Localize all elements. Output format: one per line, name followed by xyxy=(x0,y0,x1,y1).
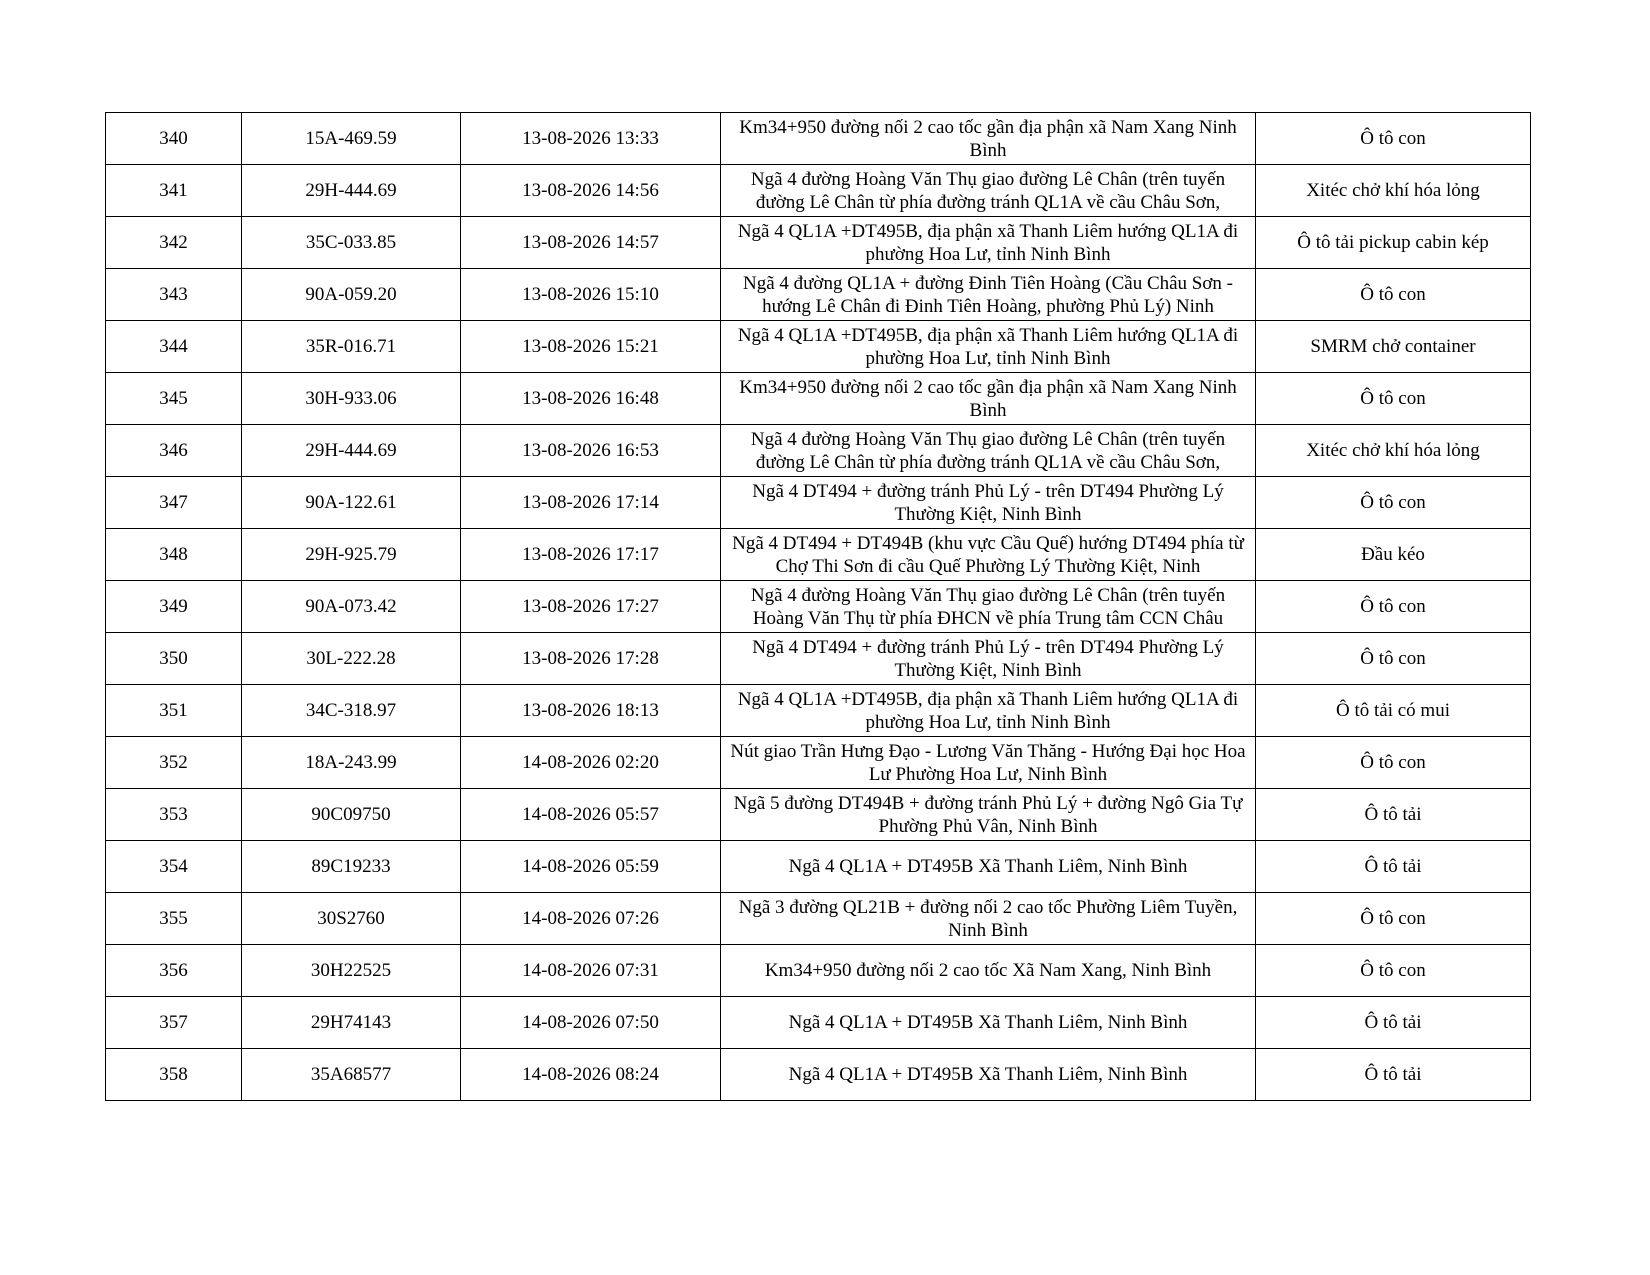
vehicle-type: Ô tô con xyxy=(1256,373,1531,425)
location-cell xyxy=(721,477,1256,529)
row-number: 345 xyxy=(106,373,242,425)
violation-time: 14-08-2026 08:24 xyxy=(461,1049,721,1101)
license-plate: 30S2760 xyxy=(242,893,461,945)
row-number: 347 xyxy=(106,477,242,529)
location-cell xyxy=(721,685,1256,737)
violation-time: 13-08-2026 17:28 xyxy=(461,633,721,685)
license-plate: 29H-925.79 xyxy=(242,529,461,581)
row-number: 358 xyxy=(106,1049,242,1101)
row-number: 357 xyxy=(106,997,242,1049)
violation-location: Ngã 4 đường Hoàng Văn Thụ giao đường Lê Chân (trên tuyến đường Lê Chân từ phía đường tránh QL1A về cầu Châu Sơn, xyxy=(750,168,1226,213)
violation-location: Nút giao Trần Hưng Đạo - Lương Văn Thăng - Hướng Đại học Hoa Lư Phường Hoa Lư, Ninh Bình xyxy=(730,740,1246,785)
violation-location: Ngã 4 đường Hoàng Văn Thụ giao đường Lê Chân (trên tuyến đường Lê Chân từ phía đường tránh QL1A về cầu Châu Sơn, xyxy=(750,428,1226,473)
violation-time: 13-08-2026 18:13 xyxy=(461,685,721,737)
violation-location: Ngã 4 DT494 + đường tránh Phủ Lý - trên DT494 Phường Lý Thường Kiệt, Ninh Bình xyxy=(752,480,1224,525)
violation-location: Ngã 4 đường Hoàng Văn Thụ giao đường Lê Chân (trên tuyến Hoàng Văn Thụ từ phía ĐHCN về phía Trung tâm CCN Châu xyxy=(750,584,1226,629)
table-row xyxy=(106,633,1531,685)
vehicle-type: Ô tô tải xyxy=(1256,997,1531,1049)
violation-time: 13-08-2026 14:56 xyxy=(461,165,721,217)
table-row xyxy=(106,373,1531,425)
violation-location: Ngã 4 DT494 + DT494B (khu vực Cầu Quế) hướng DT494 phía từ Chợ Thi Sơn đi cầu Quế Phường Lý Thường Kiệt, Ninh xyxy=(732,532,1244,577)
license-plate: 35C-033.85 xyxy=(242,217,461,269)
vehicle-type: Ô tô con xyxy=(1256,945,1531,997)
violation-time: 14-08-2026 07:31 xyxy=(461,945,721,997)
vehicle-type: Ô tô con xyxy=(1256,737,1531,789)
vehicle-type: Ô tô con xyxy=(1256,581,1531,633)
license-plate: 29H-444.69 xyxy=(242,165,461,217)
row-number: 353 xyxy=(106,789,242,841)
vehicle-type: Ô tô tải pickup cabin kép xyxy=(1256,217,1531,269)
license-plate: 30L-222.28 xyxy=(242,633,461,685)
table-row xyxy=(106,425,1531,477)
row-number: 355 xyxy=(106,893,242,945)
vehicle-type: Ô tô tải xyxy=(1256,841,1531,893)
license-plate: 35A68577 xyxy=(242,1049,461,1101)
location-cell xyxy=(721,997,1256,1049)
location-cell xyxy=(721,841,1256,893)
violation-time: 14-08-2026 05:59 xyxy=(461,841,721,893)
vehicle-type: Ô tô con xyxy=(1256,113,1531,165)
location-cell xyxy=(721,373,1256,425)
violation-time: 14-08-2026 05:57 xyxy=(461,789,721,841)
violation-location: Km34+950 đường nối 2 cao tốc gần địa phận xã Nam Xang Ninh Bình xyxy=(739,376,1237,421)
license-plate: 29H-444.69 xyxy=(242,425,461,477)
table-row xyxy=(106,269,1531,321)
violation-time: 13-08-2026 15:21 xyxy=(461,321,721,373)
table-row xyxy=(106,997,1531,1049)
license-plate: 35R-016.71 xyxy=(242,321,461,373)
row-number: 346 xyxy=(106,425,242,477)
violation-time: 13-08-2026 17:17 xyxy=(461,529,721,581)
location-cell xyxy=(721,893,1256,945)
vehicle-type: Xitéc chở khí hóa lỏng xyxy=(1256,165,1531,217)
license-plate: 90A-073.42 xyxy=(242,581,461,633)
location-cell xyxy=(721,789,1256,841)
table-row xyxy=(106,581,1531,633)
license-plate: 34C-318.97 xyxy=(242,685,461,737)
license-plate: 90A-059.20 xyxy=(242,269,461,321)
license-plate: 30H-933.06 xyxy=(242,373,461,425)
table-row xyxy=(106,789,1531,841)
row-number: 356 xyxy=(106,945,242,997)
location-cell xyxy=(721,581,1256,633)
table-row xyxy=(106,217,1531,269)
vehicle-type: Ô tô con xyxy=(1256,893,1531,945)
table-row xyxy=(106,1049,1531,1101)
violation-table xyxy=(105,112,1531,1101)
violation-time: 13-08-2026 13:33 xyxy=(461,113,721,165)
row-number: 340 xyxy=(106,113,242,165)
violation-time: 13-08-2026 16:53 xyxy=(461,425,721,477)
location-cell xyxy=(721,633,1256,685)
vehicle-type: Ô tô tải có mui xyxy=(1256,685,1531,737)
table-row xyxy=(106,685,1531,737)
row-number: 343 xyxy=(106,269,242,321)
location-cell xyxy=(721,269,1256,321)
row-number: 349 xyxy=(106,581,242,633)
location-cell xyxy=(721,529,1256,581)
vehicle-type: Ô tô con xyxy=(1256,633,1531,685)
violation-location: Ngã 4 QL1A + DT495B Xã Thanh Liêm, Ninh Bình xyxy=(788,1012,1188,1033)
row-number: 341 xyxy=(106,165,242,217)
location-cell xyxy=(721,425,1256,477)
violation-location: Ngã 4 QL1A +DT495B, địa phận xã Thanh Liêm hướng QL1A đi phường Hoa Lư, tỉnh Ninh Bình xyxy=(737,220,1239,265)
violation-location: Ngã 3 đường QL21B + đường nối 2 cao tốc Phường Liêm Tuyền, Ninh Bình xyxy=(738,896,1238,941)
violation-time: 14-08-2026 07:26 xyxy=(461,893,721,945)
violation-location: Ngã 4 QL1A + DT495B Xã Thanh Liêm, Ninh Bình xyxy=(788,856,1188,877)
table-row xyxy=(106,321,1531,373)
table-row xyxy=(106,841,1531,893)
violation-time: 14-08-2026 07:50 xyxy=(461,997,721,1049)
license-plate: 90A-122.61 xyxy=(242,477,461,529)
table-row xyxy=(106,113,1531,165)
row-number: 342 xyxy=(106,217,242,269)
row-number: 352 xyxy=(106,737,242,789)
row-number: 354 xyxy=(106,841,242,893)
table-row xyxy=(106,737,1531,789)
table-row xyxy=(106,477,1531,529)
violation-location: Ngã 4 QL1A +DT495B, địa phận xã Thanh Liêm hướng QL1A đi phường Hoa Lư, tỉnh Ninh Bình xyxy=(737,324,1239,369)
table-row xyxy=(106,893,1531,945)
vehicle-type: Đầu kéo xyxy=(1256,529,1531,581)
license-plate: 29H74143 xyxy=(242,997,461,1049)
row-number: 350 xyxy=(106,633,242,685)
violation-location: Ngã 4 QL1A +DT495B, địa phận xã Thanh Liêm hướng QL1A đi phường Hoa Lư, tỉnh Ninh Bình xyxy=(737,688,1239,733)
violation-time: 13-08-2026 17:14 xyxy=(461,477,721,529)
location-cell xyxy=(721,113,1256,165)
violation-location: Km34+950 đường nối 2 cao tốc Xã Nam Xang, Ninh Bình xyxy=(764,960,1212,981)
location-cell xyxy=(721,945,1256,997)
license-plate: 89C19233 xyxy=(242,841,461,893)
vehicle-type: SMRM chở container xyxy=(1256,321,1531,373)
vehicle-type: Ô tô tải xyxy=(1256,789,1531,841)
license-plate: 15A-469.59 xyxy=(242,113,461,165)
violation-location: Ngã 4 QL1A + DT495B Xã Thanh Liêm, Ninh Bình xyxy=(788,1064,1188,1085)
violation-location: Ngã 4 đường QL1A + đường Đinh Tiên Hoàng (Cầu Châu Sơn - hướng Lê Chân đi Đinh Tiên Hoàng, phường Phủ Lý) Ninh xyxy=(742,272,1233,317)
violation-time: 13-08-2026 14:57 xyxy=(461,217,721,269)
license-plate: 30H22525 xyxy=(242,945,461,997)
location-cell xyxy=(721,217,1256,269)
vehicle-type: Ô tô tải xyxy=(1256,1049,1531,1101)
violation-time: 14-08-2026 02:20 xyxy=(461,737,721,789)
table-row xyxy=(106,165,1531,217)
location-cell xyxy=(721,321,1256,373)
violation-time: 13-08-2026 16:48 xyxy=(461,373,721,425)
violation-location: Ngã 5 đường DT494B + đường tránh Phủ Lý + đường Ngô Gia Tự Phường Phủ Vân, Ninh Bình xyxy=(733,792,1243,837)
location-cell xyxy=(721,737,1256,789)
violation-time: 13-08-2026 17:27 xyxy=(461,581,721,633)
location-cell xyxy=(721,165,1256,217)
table-row xyxy=(106,945,1531,997)
row-number: 351 xyxy=(106,685,242,737)
vehicle-type: Ô tô con xyxy=(1256,269,1531,321)
license-plate: 90C09750 xyxy=(242,789,461,841)
violation-time: 13-08-2026 15:10 xyxy=(461,269,721,321)
table-row xyxy=(106,529,1531,581)
row-number: 344 xyxy=(106,321,242,373)
vehicle-type: Xitéc chở khí hóa lỏng xyxy=(1256,425,1531,477)
table-body xyxy=(106,113,1531,1101)
vehicle-type: Ô tô con xyxy=(1256,477,1531,529)
location-cell xyxy=(721,1049,1256,1101)
violation-location: Ngã 4 DT494 + đường tránh Phủ Lý - trên DT494 Phường Lý Thường Kiệt, Ninh Bình xyxy=(752,636,1224,681)
violation-location: Km34+950 đường nối 2 cao tốc gần địa phận xã Nam Xang Ninh Bình xyxy=(739,116,1237,161)
row-number: 348 xyxy=(106,529,242,581)
license-plate: 18A-243.99 xyxy=(242,737,461,789)
